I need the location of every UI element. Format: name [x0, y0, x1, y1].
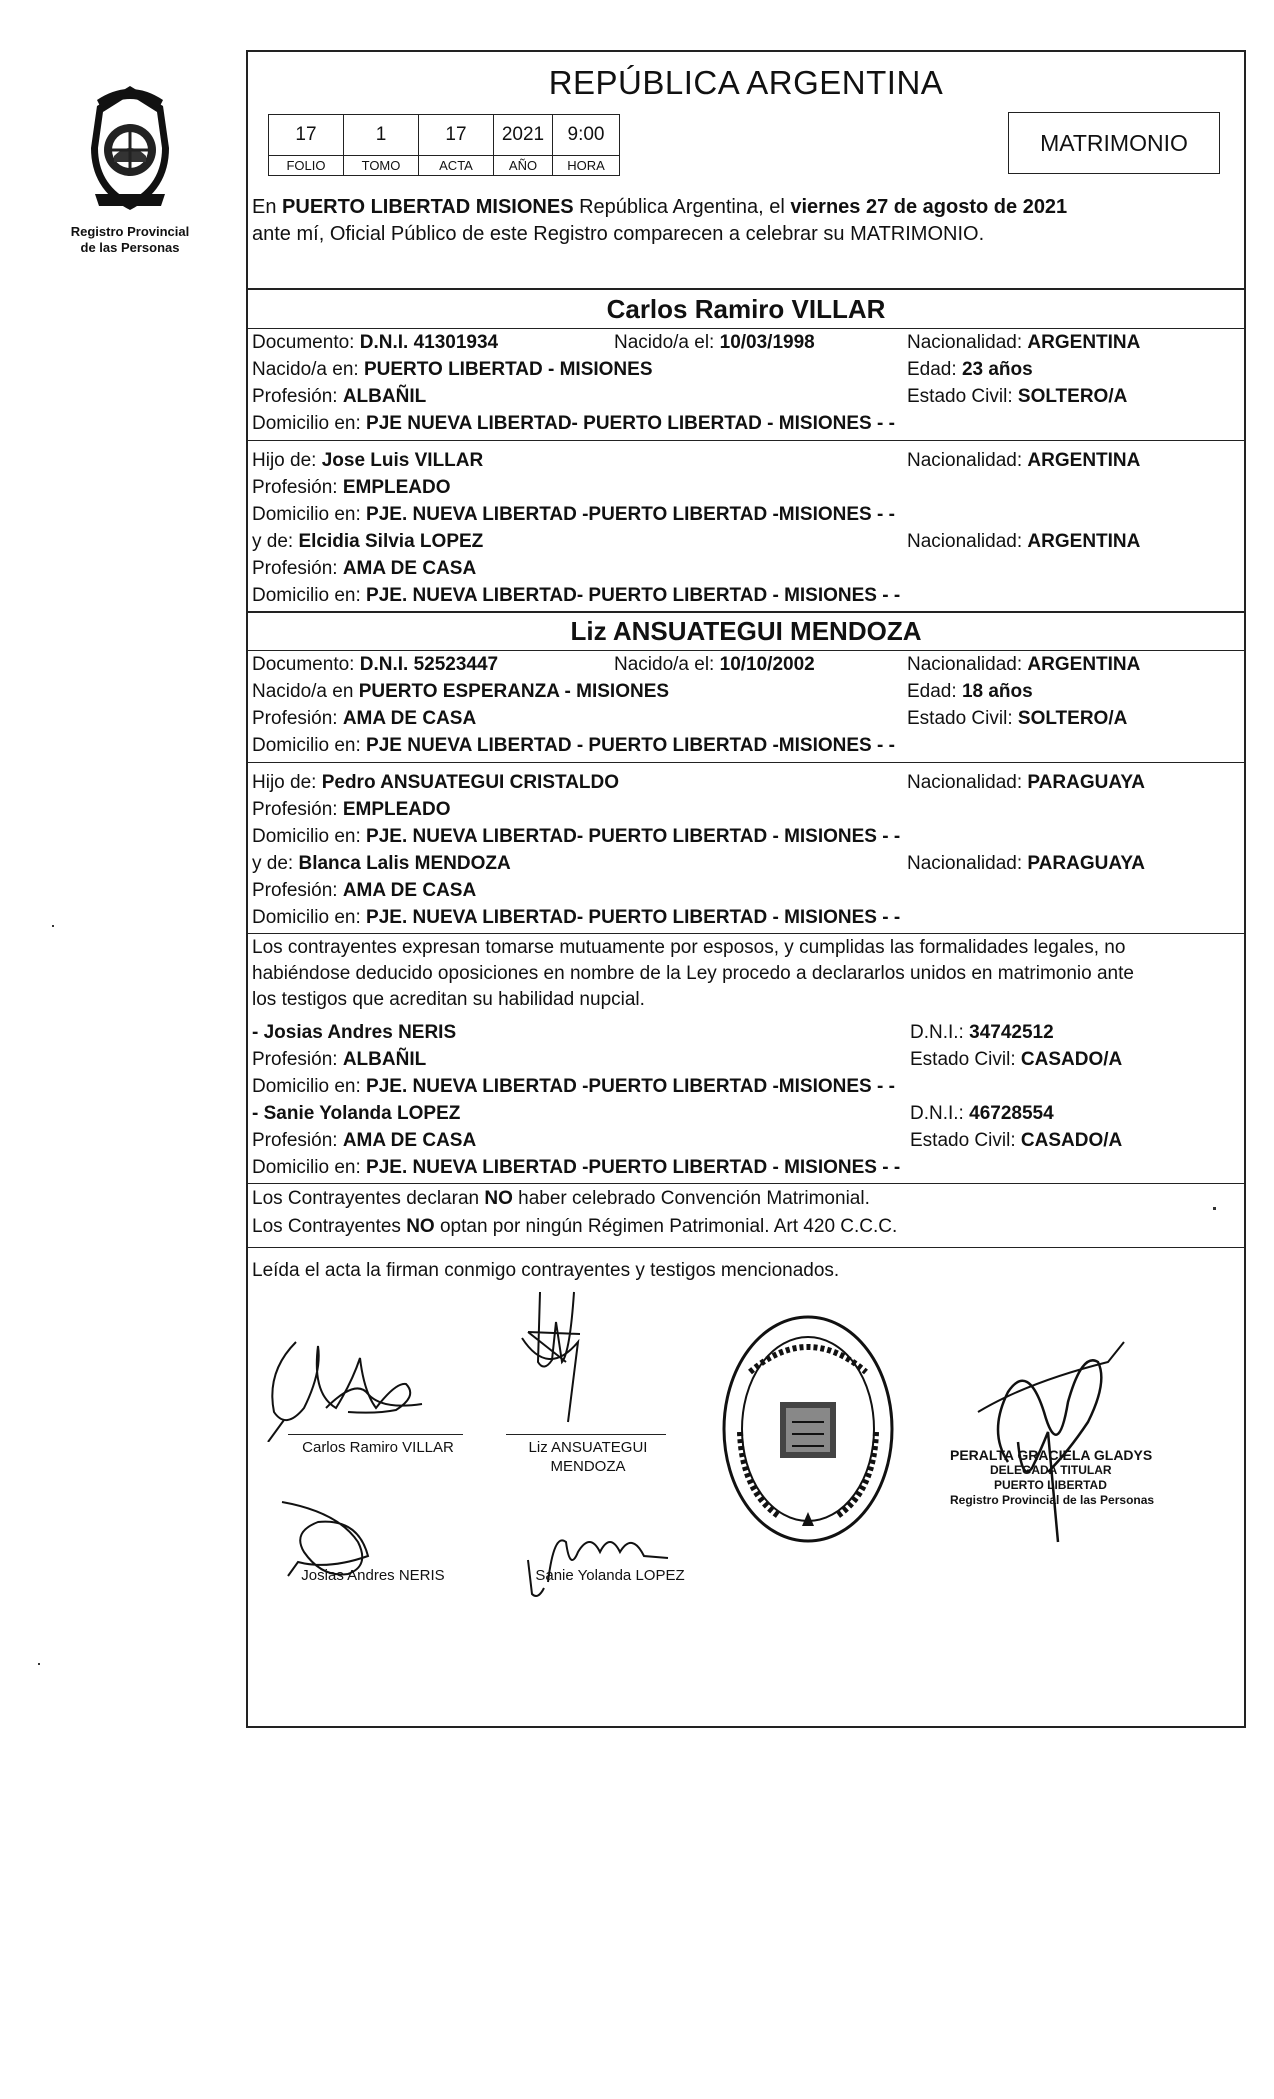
- label: Documento:: [252, 654, 355, 675]
- declaration-line: Los contrayentes expresan tomarse mutuamente por esposos, y cumplidas las formalidades legales, no: [252, 937, 1126, 958]
- label: Nacido/a el:: [614, 332, 715, 353]
- label: Domicilio en:: [252, 504, 361, 525]
- spouse1-father-prof-row: [252, 475, 1240, 501]
- label: Domicilio en:: [252, 413, 361, 434]
- spouse1-birthplace: PUERTO LIBERTAD - MISIONES: [363, 359, 653, 380]
- tomo-value: 1: [344, 115, 419, 156]
- spouse2-birthdate: 10/10/2002: [719, 654, 815, 675]
- signature-label-spouse2: [508, 1438, 668, 1476]
- witness2-profession: AMA DE CASA: [342, 1130, 477, 1151]
- spouse2-mother-row: [252, 851, 1240, 877]
- ano-label: AÑO: [494, 156, 553, 176]
- label: Profesión:: [252, 880, 338, 901]
- label: Documento:: [252, 332, 355, 353]
- text: Los Contrayentes: [252, 1216, 401, 1237]
- logo-caption-line1: Registro Provincial: [70, 224, 190, 239]
- folio-table: [268, 114, 620, 176]
- witness2-name-row: [252, 1101, 1240, 1127]
- hora-value: 9:00: [553, 115, 620, 156]
- officer-stamp-text: [950, 1448, 1200, 1508]
- label: Profesión:: [252, 477, 338, 498]
- label: Nacionalidad:: [907, 450, 1023, 471]
- spouse1-mother-dom-row: [252, 583, 1240, 609]
- spouse2-mother-profession: AMA DE CASA: [342, 880, 477, 901]
- text: NO: [484, 1188, 513, 1209]
- spouse2-mother-address: PJE. NUEVA LIBERTAD- PUERTO LIBERTAD - MISIONES - -: [366, 907, 901, 928]
- hora-label: HORA: [553, 156, 620, 176]
- spouse1-mother-profession: AMA DE CASA: [342, 558, 477, 579]
- folio-label: FOLIO: [269, 156, 344, 176]
- intro-republic: República Argentina, el: [579, 196, 785, 218]
- folio-values-row: [269, 115, 620, 156]
- divider: [248, 328, 1244, 329]
- spouse1-mother-prof-row: [252, 556, 1240, 582]
- spouse1-age: 23 años: [961, 359, 1033, 380]
- divider: [248, 611, 1244, 613]
- witness1-dom-row: [252, 1074, 1240, 1100]
- label: Hijo de:: [252, 772, 317, 793]
- label: Domicilio en:: [252, 1076, 361, 1097]
- label: D.N.I.:: [910, 1103, 964, 1124]
- spouse2-civil-status: SOLTERO/A: [1017, 708, 1128, 729]
- label: Domicilio en:: [252, 907, 361, 928]
- page-title: REPÚBLICA ARGENTINA: [548, 64, 944, 101]
- divider: [248, 288, 1244, 290]
- signature-spouse2: [508, 1282, 608, 1442]
- label: Nacido/a el:: [614, 654, 715, 675]
- ano-value: 2021: [494, 115, 553, 156]
- folio-value: 17: [269, 115, 344, 156]
- label: Profesión:: [252, 1130, 338, 1151]
- spouse2-father-prof-row: [252, 797, 1240, 823]
- spouse2-dom-row: [252, 733, 1240, 759]
- label: Domicilio en:: [252, 585, 361, 606]
- spouse2-profession: AMA DE CASA: [342, 708, 477, 729]
- label: Nacionalidad:: [907, 332, 1023, 353]
- spouse1-mother-address: PJE. NUEVA LIBERTAD- PUERTO LIBERTAD - MISIONES - -: [366, 585, 901, 606]
- text: MENDOZA: [550, 1458, 626, 1475]
- label: Domicilio en:: [252, 826, 361, 847]
- spouse1-father-nationality: ARGENTINA: [1027, 450, 1141, 471]
- text: haber celebrado Convención Matrimonial.: [518, 1188, 870, 1209]
- witness2-dom-row: [252, 1155, 1240, 1181]
- convention-line1: [252, 1186, 1240, 1212]
- signature-label-witness1: Josias Andres NERIS: [301, 1567, 445, 1584]
- label: Edad:: [907, 359, 957, 380]
- spouse1-father-row: [252, 448, 1240, 474]
- spouse2-father-row: [252, 770, 1240, 796]
- divider: [248, 440, 1244, 441]
- label: Nacionalidad:: [907, 772, 1023, 793]
- spouse2-father-nationality: PARAGUAYA: [1027, 772, 1145, 793]
- spouse1-birthdate: 10/03/1998: [719, 332, 815, 353]
- declaration-text: [252, 935, 1242, 1013]
- label: Hijo de:: [252, 450, 317, 471]
- divider: [248, 1183, 1244, 1184]
- marriage-record-frame: [246, 50, 1246, 1728]
- officer-registry: Registro Provincial de las Personas: [950, 1493, 1155, 1507]
- divider: [248, 762, 1244, 763]
- intro-text: [252, 194, 1242, 248]
- label: Estado Civil:: [907, 708, 1013, 729]
- label: D.N.I.:: [910, 1022, 964, 1043]
- divider: [248, 1247, 1244, 1248]
- signature-witness2: [508, 1512, 698, 1602]
- closing-text: Leída el acta la firman conmigo contrayentes y testigos mencionados.: [252, 1260, 840, 1281]
- spouse2-father-profession: EMPLEADO: [342, 799, 451, 820]
- signature-spouse1: [256, 1312, 446, 1442]
- text: Los Contrayentes declaran: [252, 1188, 480, 1209]
- spouse2-mother-prof-row: [252, 878, 1240, 904]
- signature-line: [288, 1434, 463, 1435]
- label: Domicilio en:: [252, 1157, 361, 1178]
- scan-dot: [52, 925, 54, 927]
- intro-en: En: [252, 196, 277, 218]
- label: Nacionalidad:: [907, 853, 1023, 874]
- officer-title: DELEGADA TITULAR: [990, 1463, 1112, 1477]
- acta-label: ACTA: [419, 156, 494, 176]
- logo-caption-line2: de las Personas: [80, 240, 180, 255]
- spouse2-doc-row: [252, 652, 1240, 678]
- spouse2-father-dom-row: [252, 824, 1240, 850]
- record-type-box: MATRIMONIO: [1008, 112, 1220, 174]
- label: Nacionalidad:: [907, 531, 1023, 552]
- label: Estado Civil:: [910, 1130, 1016, 1151]
- scan-dot: [1213, 1207, 1216, 1210]
- spouse1-father: Jose Luis VILLAR: [321, 450, 484, 471]
- intro-place: PUERTO LIBERTAD MISIONES: [282, 196, 574, 218]
- intro-date: viernes 27 de agosto de 2021: [790, 196, 1068, 218]
- label: y de:: [252, 531, 294, 552]
- spouse1-prof-row: [252, 384, 1240, 410]
- witness2-civil-status: CASADO/A: [1020, 1130, 1123, 1151]
- folio-labels-row: [269, 156, 620, 176]
- spouse2-father: Pedro ANSUATEGUI CRISTALDO: [321, 772, 620, 793]
- label: Profesión:: [252, 386, 338, 407]
- spouse1-address: PJE NUEVA LIBERTAD- PUERTO LIBERTAD - MISIONES - -: [366, 413, 895, 434]
- spouse2-address: PJE NUEVA LIBERTAD - PUERTO LIBERTAD -MISIONES - -: [366, 735, 895, 756]
- witness1-dni: 34742512: [969, 1022, 1054, 1043]
- spouse2-name: Liz ANSUATEGUI MENDOZA: [570, 616, 922, 646]
- spouse1-mother-nationality: ARGENTINA: [1027, 531, 1141, 552]
- text: Liz ANSUATEGUI: [528, 1439, 648, 1456]
- acta-value: 17: [419, 115, 494, 156]
- divider: [248, 650, 1244, 651]
- signature-label-spouse1: Carlos Ramiro VILLAR: [302, 1439, 454, 1456]
- label: Profesión:: [252, 799, 338, 820]
- officer-name: PERALTA GRACIELA GLADYS: [950, 1447, 1153, 1463]
- spouse2-prof-row: [252, 706, 1240, 732]
- signature-line: [506, 1434, 666, 1435]
- spouse1-dni: D.N.I. 41301934: [359, 332, 499, 353]
- spouse2-nationality: ARGENTINA: [1027, 654, 1141, 675]
- witness1-profession: ALBAÑIL: [342, 1049, 427, 1070]
- spouse1-father-profession: EMPLEADO: [342, 477, 451, 498]
- officer-office: PUERTO LIBERTAD: [994, 1478, 1107, 1492]
- spouse2-birthplace: PUERTO ESPERANZA - MISIONES: [358, 681, 670, 702]
- signature-label-witness2: Sanie Yolanda LOPEZ: [535, 1567, 685, 1584]
- witness2-name: - Sanie Yolanda LOPEZ: [252, 1103, 461, 1124]
- label: Nacido/a en: [252, 681, 354, 702]
- label: Profesión:: [252, 558, 338, 579]
- spouse2-mother-dom-row: [252, 905, 1240, 931]
- official-stamp: [720, 1312, 896, 1546]
- registry-logo: [54, 78, 206, 268]
- declaration-line: los testigos que acreditan su habilidad nupcial.: [252, 989, 645, 1010]
- spouse2-dni: D.N.I. 52523447: [359, 654, 499, 675]
- label: Profesión:: [252, 708, 338, 729]
- witness2-dni: 46728554: [969, 1103, 1054, 1124]
- spouse2-father-address: PJE. NUEVA LIBERTAD- PUERTO LIBERTAD - MISIONES - -: [366, 826, 901, 847]
- scan-dot: [38, 1663, 40, 1665]
- witness1-name: - Josias Andres NERIS: [252, 1022, 457, 1043]
- convention-line2: [252, 1214, 1240, 1240]
- witness1-prof-row: [252, 1047, 1240, 1073]
- spouse1-mother: Elcidia Silvia LOPEZ: [298, 531, 484, 552]
- spouse2-birthplace-row: [252, 679, 1240, 705]
- spouse1-name: Carlos Ramiro VILLAR: [606, 294, 886, 324]
- witness1-civil-status: CASADO/A: [1020, 1049, 1123, 1070]
- spouse1-profession: ALBAÑIL: [342, 386, 427, 407]
- signature-officer: [948, 1322, 1138, 1562]
- spouse1-birthplace-row: [252, 357, 1240, 383]
- spouse2-age: 18 años: [961, 681, 1033, 702]
- witness2-prof-row: [252, 1128, 1240, 1154]
- witness1-name-row: [252, 1020, 1240, 1046]
- label: Edad:: [907, 681, 957, 702]
- label: Profesión:: [252, 1049, 338, 1070]
- tomo-label: TOMO: [344, 156, 419, 176]
- label: Estado Civil:: [910, 1049, 1016, 1070]
- text: optan por ningún Régimen Patrimonial. Art 420 C.C.C.: [439, 1216, 898, 1237]
- spouse1-nationality: ARGENTINA: [1027, 332, 1141, 353]
- label: Estado Civil:: [907, 386, 1013, 407]
- spouse1-civil-status: SOLTERO/A: [1017, 386, 1128, 407]
- label: Nacionalidad:: [907, 654, 1023, 675]
- intro-line2: ante mí, Oficial Público de este Registro comparecen a celebrar su MATRIMONIO.: [252, 223, 985, 245]
- spouse1-father-dom-row: [252, 502, 1240, 528]
- spouse1-doc-row: [252, 330, 1240, 356]
- witness2-address: PJE. NUEVA LIBERTAD -PUERTO LIBERTAD - MISIONES - -: [366, 1157, 901, 1178]
- divider: [248, 933, 1244, 934]
- spouse1-dom-row: [252, 411, 1240, 437]
- province-seal-icon: [77, 78, 183, 218]
- label: y de:: [252, 853, 294, 874]
- spouse1-father-address: PJE. NUEVA LIBERTAD -PUERTO LIBERTAD -MISIONES - -: [366, 504, 895, 525]
- label: Domicilio en:: [252, 735, 361, 756]
- label: Nacido/a en:: [252, 359, 359, 380]
- spouse2-mother-nationality: PARAGUAYA: [1027, 853, 1145, 874]
- witness1-address: PJE. NUEVA LIBERTAD -PUERTO LIBERTAD -MISIONES - -: [366, 1076, 895, 1097]
- text: NO: [406, 1216, 435, 1237]
- spouse2-mother: Blanca Lalis MENDOZA: [298, 853, 511, 874]
- declaration-line: habiéndose deducido oposiciones en nombre de la Ley procedo a declararlos unidos en matrimonio ante: [252, 963, 1134, 984]
- spouse1-mother-row: [252, 529, 1240, 555]
